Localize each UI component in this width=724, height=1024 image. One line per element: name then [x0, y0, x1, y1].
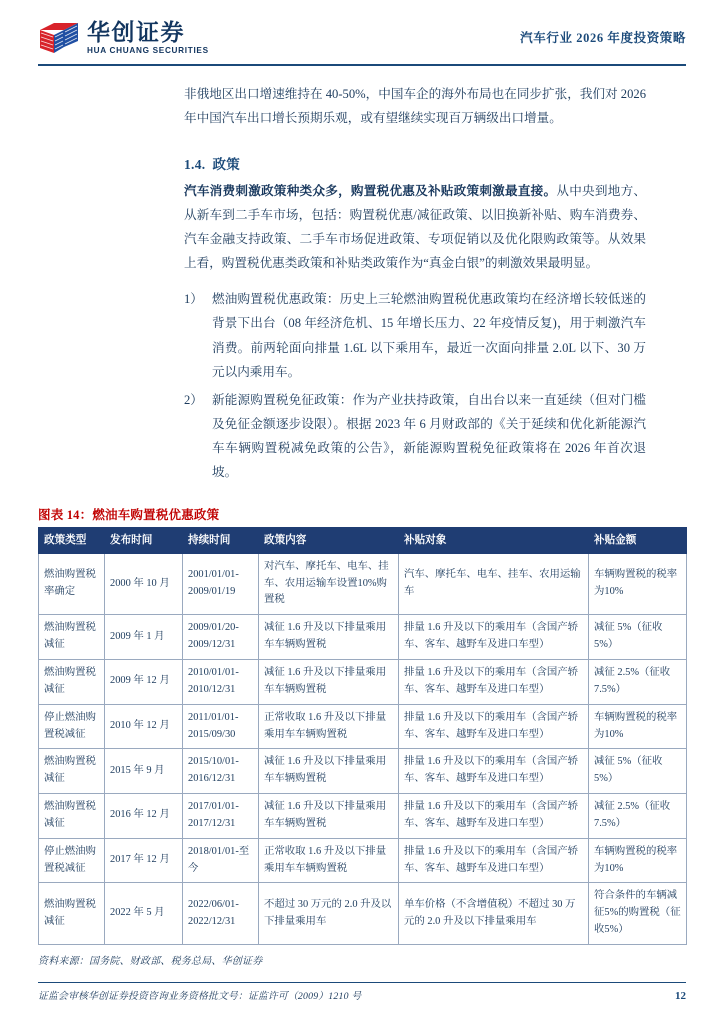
table-header-row [39, 527, 687, 553]
cell-duration: 2018/01/01-至今 [183, 838, 259, 883]
list-item-text: 新能源购置税免征政策：作为产业扶持政策，自出台以来一直延续（但对门槛及免征金额逐步设限）。根据 2023 年 6 月财政部的《关于延续和优化新能源汽车车辆购置税减免政策的公告》，新能源购置税免征政策将在 2026 年首次退坡。 [212, 392, 646, 480]
cell-content: 减征 1.6 升及以下排量乘用车车辆购置税 [259, 659, 399, 704]
column-header-policy-type: 政策类型 [39, 527, 105, 553]
cell-policy-type: 燃油购置税减征 [39, 659, 105, 704]
cell-release-date: 2015 年 9 月 [105, 749, 183, 794]
cell-policy-type: 燃油购置税率确定 [39, 553, 105, 615]
footer-disclaimer: 证监会审核华创证券投资咨询业务资格批文号：证监许可（2009）1210 号 [38, 991, 362, 1002]
table-row [39, 794, 687, 839]
section-heading [38, 131, 686, 179]
cell-target: 排量 1.6 升及以下的乘用车（含国产轿车、客车、越野车及进口车型） [399, 838, 589, 883]
table-row [39, 838, 687, 883]
table-row [39, 883, 687, 945]
column-header-content: 政策内容 [259, 527, 399, 553]
list-item [184, 388, 646, 485]
report-series-title: 汽车行业 2026 年度投资策略 [520, 31, 686, 45]
column-header-release-date: 发布时间 [105, 527, 183, 553]
cell-duration: 2015/10/01-2016/12/31 [183, 749, 259, 794]
column-header-amount: 补贴金额 [589, 527, 687, 553]
brand-wordmark [87, 18, 209, 55]
cell-content: 减征 1.6 升及以下排量乘用车车辆购置税 [259, 615, 399, 660]
body-paragraph-lead: 汽车消费刺激政策种类众多，购置税优惠及补贴政策刺激最直接。 [184, 183, 557, 198]
cell-content: 正常收取 1.6 升及以下排量乘用车车辆购置税 [259, 704, 399, 749]
cell-duration: 2010/01/01-2010/12/31 [183, 659, 259, 704]
list-item-marker: 1） [184, 292, 203, 307]
table-row [39, 704, 687, 749]
table-body [39, 553, 687, 944]
body-paragraph [38, 179, 686, 276]
figure-14 [38, 505, 686, 967]
cell-release-date: 2016 年 12 月 [105, 794, 183, 839]
cell-duration: 2009/01/20-2009/12/31 [183, 615, 259, 660]
cell-target: 排量 1.6 升及以下的乘用车（含国产轿车、客车、越野车及进口车型） [399, 749, 589, 794]
cell-amount: 车辆购置税的税率为10% [589, 553, 687, 615]
cell-amount: 符合条件的车辆减征5%的购置税（征收5%） [589, 883, 687, 945]
hua-chuang-logo-icon [38, 21, 80, 55]
section-title: 政策 [212, 156, 241, 172]
footer-divider [38, 982, 686, 983]
table-row [39, 615, 687, 660]
cell-duration: 2017/01/01-2017/12/31 [183, 794, 259, 839]
column-header-duration: 持续时间 [183, 527, 259, 553]
cell-release-date: 2010 年 12 月 [105, 704, 183, 749]
cell-duration: 2022/06/01-2022/12/31 [183, 883, 259, 945]
cell-amount: 减征 2.5%（征收 7.5%） [589, 659, 687, 704]
cell-content: 正常收取 1.6 升及以下排量乘用车车辆购置税 [259, 838, 399, 883]
cell-release-date: 2000 年 10 月 [105, 553, 183, 615]
list-item [184, 287, 646, 384]
cell-policy-type: 燃油购置税减征 [39, 615, 105, 660]
cell-amount: 减征 5%（征收 5%） [589, 749, 687, 794]
cell-policy-type: 停止燃油购置税减征 [39, 704, 105, 749]
cell-policy-type: 燃油购置税减征 [39, 749, 105, 794]
table-row [39, 749, 687, 794]
cell-duration: 2011/01/01-2015/09/30 [183, 704, 259, 749]
list-item-text: 燃油购置税优惠政策：历史上三轮燃油购置税优惠政策均在经济增长较低迷的背景下出台（08 年经济危机、15 年增长压力、22 年疫情反复)，用于刺激汽车消费。前两轮面向排量 1.6L 以下乘用车，最近一次面向排量 2.0L 以下、30 万元以内乘用车。 [212, 292, 646, 379]
brand-logo [38, 18, 209, 55]
cell-amount: 减征 2.5%（征收 7.5%） [589, 794, 687, 839]
page-content [38, 66, 686, 967]
cell-release-date: 2009 年 12 月 [105, 659, 183, 704]
section-number: 1.4. [184, 156, 206, 172]
numbered-list [38, 287, 686, 484]
cell-amount: 车辆购置税的税率为10% [589, 838, 687, 883]
page-header [38, 0, 686, 62]
policy-table [38, 527, 687, 945]
figure-source: 资料来源：国务院、财政部、税务总局、华创证券 [38, 955, 263, 967]
cell-target: 汽车、摩托车、电车、挂车、农用运输车 [399, 553, 589, 615]
cell-release-date: 2022 年 5 月 [105, 883, 183, 945]
page-number: 12 [675, 990, 686, 1002]
cell-target: 排量 1.6 升及以下的乘用车（含国产轿车、客车、越野车及进口车型） [399, 794, 589, 839]
cell-release-date: 2017 年 12 月 [105, 838, 183, 883]
page-footer [38, 982, 686, 1002]
cell-policy-type: 燃油购置税减征 [39, 794, 105, 839]
figure-label: 图表 14： [38, 507, 93, 522]
cell-content: 对汽车、摩托车、电车、挂车、农用运输车设置10%购置税 [259, 553, 399, 615]
table-row [39, 659, 687, 704]
cell-content: 不超过 30 万元的 2.0 升及以下排量乘用车 [259, 883, 399, 945]
cell-amount: 车辆购置税的税率为10% [589, 704, 687, 749]
cell-release-date: 2009 年 1 月 [105, 615, 183, 660]
cell-target: 单车价格（不含增值税）不超过 30 万元的 2.0 升及以下排量乘用车 [399, 883, 589, 945]
cell-amount: 减征 5%（征收 5%） [589, 615, 687, 660]
cell-content: 减征 1.6 升及以下排量乘用车车辆购置税 [259, 794, 399, 839]
cell-target: 排量 1.6 升及以下的乘用车（含国产轿车、客车、越野车及进口车型） [399, 704, 589, 749]
cell-policy-type: 停止燃油购置税减征 [39, 838, 105, 883]
brand-name-cn: 华创证券 [87, 18, 185, 45]
figure-caption [38, 505, 686, 523]
cell-content: 减征 1.6 升及以下排量乘用车车辆购置税 [259, 749, 399, 794]
list-item-marker: 2） [184, 392, 203, 407]
cell-policy-type: 燃油购置税减征 [39, 883, 105, 945]
brand-name-en: HUA CHUANG SECURITIES [87, 45, 209, 55]
figure-title: 燃油车购置税优惠政策 [92, 507, 220, 522]
table-row [39, 553, 687, 615]
cell-target: 排量 1.6 升及以下的乘用车（含国产轿车、客车、越野车及进口车型） [399, 615, 589, 660]
cell-duration: 2001/01/01-2009/01/19 [183, 553, 259, 615]
body-paragraph-rest: 从中央到地方、从新车到二手车市场，包括：购置税优惠/减征政策、以旧换新补贴、购车消费券、汽车金融支持政策、二手车市场促进政策、专项促销以及优化限购政策等。从效果上看，购置税优惠类政策和补贴类政策作为“真金白银”的刺激效果最明显。 [184, 183, 647, 271]
intro-paragraph: 非俄地区出口增速维持在 40-50%，中国车企的海外布局也在同步扩张，我们对 2026 年中国汽车出口增长预期乐观，或有望继续实现百万辆级出口增量。 [184, 87, 646, 126]
cell-target: 排量 1.6 升及以下的乘用车（含国产轿车、客车、越野车及进口车型） [399, 659, 589, 704]
column-header-target: 补贴对象 [399, 527, 589, 553]
